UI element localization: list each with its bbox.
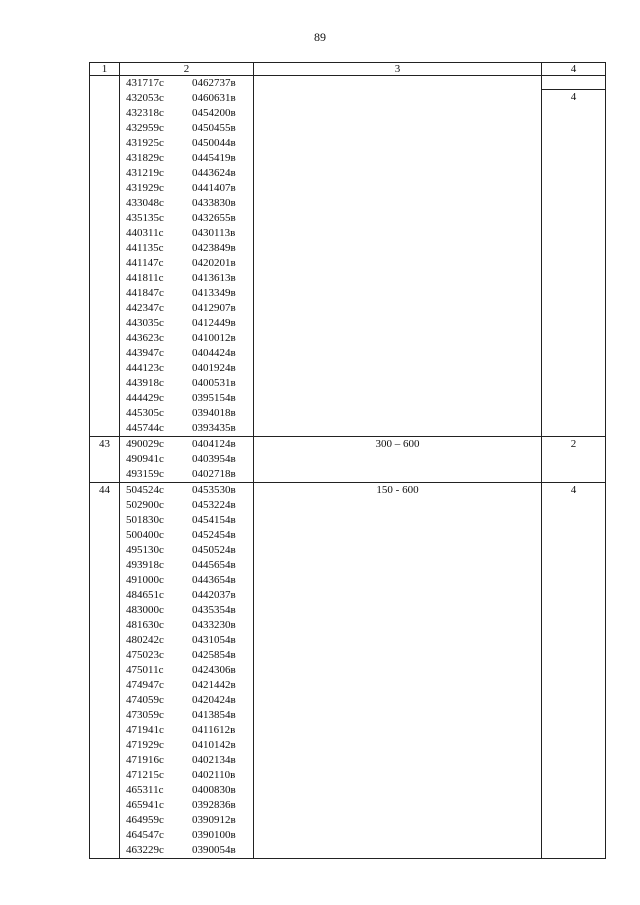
latitude: 471215с [126, 769, 164, 781]
latitude: 474059с [126, 694, 164, 706]
coordinate-pair [126, 663, 253, 678]
depth-range [254, 76, 542, 437]
latitude: 484651с [126, 589, 164, 601]
depth-range: 150 - 600 [254, 483, 542, 859]
latitude: 475023с [126, 649, 164, 661]
longitude: 0462737в [192, 77, 236, 89]
longitude: 0433230в [192, 619, 236, 631]
longitude: 0423849в [192, 242, 236, 254]
coordinate-pair [126, 181, 253, 196]
latitude: 493918с [126, 559, 164, 571]
col4-empty-subcell [542, 76, 605, 90]
latitude: 471929с [126, 739, 164, 751]
latitude: 432959с [126, 122, 164, 134]
longitude: 0404124в [192, 438, 236, 450]
latitude: 440311с [126, 227, 164, 239]
coordinate-pair [126, 798, 253, 813]
longitude: 0413613в [192, 272, 236, 284]
longitude: 0393435в [192, 422, 236, 434]
coordinate-pair [126, 316, 253, 331]
latitude: 474947с [126, 679, 164, 691]
coordinate-pair [126, 498, 253, 513]
coordinate-pair [126, 768, 253, 783]
latitude: 443947с [126, 347, 164, 359]
latitude: 443623с [126, 332, 164, 344]
latitude: 481630с [126, 619, 164, 631]
coordinate-pair [126, 543, 253, 558]
header-col-1: 1 [90, 63, 120, 76]
col4-value: 2 [570, 438, 577, 450]
latitude: 435135с [126, 212, 164, 224]
coordinate-pair [126, 483, 253, 498]
latitude: 441847с [126, 287, 164, 299]
longitude: 0420201в [192, 257, 236, 269]
longitude: 0392836в [192, 799, 236, 811]
col4-value: 4 [570, 484, 577, 496]
latitude: 473059с [126, 709, 164, 721]
longitude: 0412449в [192, 317, 236, 329]
longitude: 0400531в [192, 377, 236, 389]
coordinate-list [120, 76, 254, 437]
header-col-2: 2 [120, 63, 254, 76]
coordinate-pair [126, 708, 253, 723]
coordinate-pair [126, 391, 253, 406]
coordinate-pair [126, 211, 253, 226]
coordinate-pair [126, 91, 253, 106]
longitude: 0425854в [192, 649, 236, 661]
coordinate-pair [126, 813, 253, 828]
longitude: 0433830в [192, 197, 236, 209]
longitude: 0424306в [192, 664, 236, 676]
longitude: 0453530в [192, 484, 236, 496]
longitude: 0445654в [192, 559, 236, 571]
longitude: 0454154в [192, 514, 236, 526]
table-body [90, 76, 606, 859]
coordinate-pair [126, 376, 253, 391]
latitude: 444429с [126, 392, 164, 404]
longitude: 0413349в [192, 287, 236, 299]
latitude: 441135с [126, 242, 164, 254]
coordinate-pair [126, 738, 253, 753]
coordinate-pair [126, 528, 253, 543]
table-row [90, 76, 606, 437]
coordinate-pair [126, 76, 253, 91]
row-number: 43 [90, 437, 120, 483]
longitude: 0453224в [192, 499, 236, 511]
latitude: 431829с [126, 152, 164, 164]
latitude: 433048с [126, 197, 164, 209]
coordinate-pair [126, 106, 253, 121]
latitude: 443918с [126, 377, 164, 389]
longitude: 0402134в [192, 754, 236, 766]
latitude: 441811с [126, 272, 164, 284]
longitude: 0430113в [192, 227, 236, 239]
coordinate-pair [126, 513, 253, 528]
coordinate-pair [126, 346, 253, 361]
coordinate-pair [126, 406, 253, 421]
latitude: 491000с [126, 574, 164, 586]
latitude: 432318с [126, 107, 164, 119]
longitude: 0394018в [192, 407, 236, 419]
latitude: 431929с [126, 182, 164, 194]
coordinate-pair [126, 618, 253, 633]
coordinate-pair [126, 573, 253, 588]
latitude: 442347с [126, 302, 164, 314]
longitude: 0450524в [192, 544, 236, 556]
row-number [90, 76, 120, 437]
latitude: 501830с [126, 514, 164, 526]
coordinate-pair [126, 648, 253, 663]
coordinate-pair [126, 603, 253, 618]
latitude: 445305с [126, 407, 164, 419]
coordinate-pair [126, 843, 253, 858]
latitude: 465311с [126, 784, 164, 796]
coordinate-pair [126, 437, 253, 452]
longitude: 0404424в [192, 347, 236, 359]
coordinate-pair [126, 678, 253, 693]
longitude: 0452454в [192, 529, 236, 541]
longitude: 0435354в [192, 604, 236, 616]
coordinate-list [120, 483, 254, 859]
longitude: 0450455в [192, 122, 236, 134]
coordinate-pair [126, 588, 253, 603]
latitude: 464959с [126, 814, 164, 826]
longitude: 0401924в [192, 362, 236, 374]
coordinate-pair [126, 558, 253, 573]
row-number: 44 [90, 483, 120, 859]
latitude: 495130с [126, 544, 164, 556]
page-number: 89 [314, 30, 326, 44]
longitude: 0410142в [192, 739, 236, 751]
longitude: 0441407в [192, 182, 236, 194]
coordinate-pair [126, 121, 253, 136]
longitude: 0402718в [192, 468, 236, 480]
longitude: 0454200в [192, 107, 236, 119]
longitude: 0395154в [192, 392, 236, 404]
col4-value: 4 [570, 91, 577, 103]
longitude: 0412907в [192, 302, 236, 314]
latitude: 431717с [126, 77, 164, 89]
latitude: 443035с [126, 317, 164, 329]
coordinate-pair [126, 361, 253, 376]
latitude: 493159с [126, 468, 164, 480]
longitude: 0460631в [192, 92, 236, 104]
longitude: 0450044в [192, 137, 236, 149]
table-row [90, 437, 606, 483]
coordinate-pair [126, 783, 253, 798]
longitude: 0432655в [192, 212, 236, 224]
coordinates-table [89, 62, 606, 859]
table-row [90, 483, 606, 859]
longitude: 0443654в [192, 574, 236, 586]
coordinate-pair [126, 166, 253, 181]
coordinate-pair [126, 286, 253, 301]
latitude: 431219с [126, 167, 164, 179]
latitude: 483000с [126, 604, 164, 616]
longitude: 0390054в [192, 844, 236, 856]
coordinate-pair [126, 271, 253, 286]
coordinate-pair [126, 753, 253, 768]
latitude: 444123с [126, 362, 164, 374]
coordinate-pair [126, 256, 253, 271]
table-header-row [90, 63, 606, 76]
col4-cell [542, 483, 606, 859]
col4-cell [542, 437, 606, 483]
coordinate-pair [126, 196, 253, 211]
latitude: 432053с [126, 92, 164, 104]
coordinate-pair [126, 633, 253, 648]
coordinate-pair [126, 136, 253, 151]
depth-range: 300 – 600 [254, 437, 542, 483]
longitude: 0390100в [192, 829, 236, 841]
longitude: 0445419в [192, 152, 236, 164]
col4-cell [542, 76, 606, 437]
longitude: 0421442в [192, 679, 236, 691]
longitude: 0410012в [192, 332, 236, 344]
coordinate-pair [126, 301, 253, 316]
coordinate-pair [126, 693, 253, 708]
latitude: 475011с [126, 664, 164, 676]
latitude: 463229с [126, 844, 164, 856]
latitude: 445744с [126, 422, 164, 434]
latitude: 502900с [126, 499, 164, 511]
header-col-4: 4 [542, 63, 606, 76]
latitude: 504524с [126, 484, 164, 496]
latitude: 431925с [126, 137, 164, 149]
latitude: 500400с [126, 529, 164, 541]
longitude: 0413854в [192, 709, 236, 721]
latitude: 471916с [126, 754, 164, 766]
latitude: 441147с [126, 257, 164, 269]
coordinate-pair [126, 467, 253, 482]
latitude: 480242с [126, 634, 164, 646]
header-col-3: 3 [254, 63, 542, 76]
latitude: 464547с [126, 829, 164, 841]
latitude: 490941с [126, 453, 164, 465]
coordinate-pair [126, 723, 253, 738]
coordinate-pair [126, 452, 253, 467]
longitude: 0420424в [192, 694, 236, 706]
coordinate-pair [126, 828, 253, 843]
coordinate-pair [126, 421, 253, 436]
longitude: 0411612в [192, 724, 236, 736]
longitude: 0400830в [192, 784, 236, 796]
coordinate-pair [126, 226, 253, 241]
coordinate-list [120, 437, 254, 483]
longitude: 0390912в [192, 814, 236, 826]
coordinate-pair [126, 241, 253, 256]
latitude: 490029с [126, 438, 164, 450]
longitude: 0431054в [192, 634, 236, 646]
longitude: 0403954в [192, 453, 236, 465]
longitude: 0443624в [192, 167, 236, 179]
latitude: 471941с [126, 724, 164, 736]
coordinate-pair [126, 151, 253, 166]
coordinate-pair [126, 331, 253, 346]
longitude: 0402110в [192, 769, 236, 781]
longitude: 0442037в [192, 589, 236, 601]
latitude: 465941с [126, 799, 164, 811]
